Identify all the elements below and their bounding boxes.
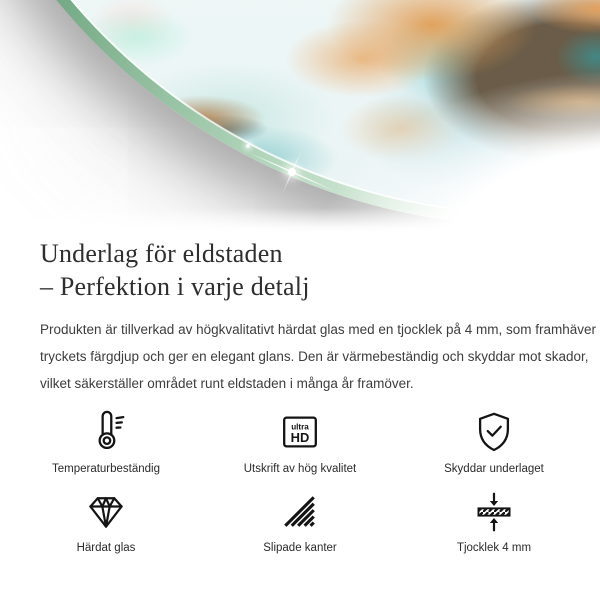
feature-label: Temperaturbeständig [51, 463, 161, 475]
feature-protects-surface [397, 409, 591, 476]
feature-label: Utskrift av hög kvalitet [243, 463, 357, 475]
title-line-1: Underlag för eldstaden [40, 239, 283, 268]
feature-label: Slipade kanter [263, 542, 337, 554]
ultra-hd-icon-text-small: ultra [291, 422, 309, 432]
diamond-icon [84, 490, 128, 534]
feature-temperature [9, 409, 203, 476]
features-grid [9, 409, 591, 555]
description-line: tryckets färgdjup och ger en elegant glans. Den är värmebeständig och skyddar mot skador, [40, 349, 589, 364]
glass-panel-edge [0, 0, 600, 226]
product-description [40, 316, 600, 397]
title-line-2: – Perfektion i varje detalj [40, 272, 310, 301]
hero-image [0, 0, 600, 231]
beveled-edges-icon [278, 490, 322, 534]
glint-dot [246, 144, 250, 148]
description-line: vilket säkerställer området runt eldstaden i många år framöver. [40, 376, 414, 391]
description-line: Produkten är tillverkad av högkvalitativt härdat glas med en tjocklek på 4 mm, som framhäver [40, 322, 596, 337]
ultra-hd-icon [277, 409, 323, 455]
feature-thickness [397, 490, 591, 555]
feature-label: Tjocklek 4 mm [456, 542, 532, 554]
feature-tempered-glass [9, 490, 203, 555]
thickness-icon [472, 490, 516, 534]
feature-label: Härdat glas [76, 542, 136, 554]
thermometer-icon [83, 409, 129, 455]
marble-artwork [0, 0, 600, 215]
page-title [40, 237, 600, 303]
shield-check-icon [471, 409, 517, 455]
ultra-hd-icon-text-large: HD [290, 430, 310, 446]
feature-print-quality [203, 409, 397, 476]
feature-label: Skyddar underlaget [444, 463, 544, 475]
feature-beveled-edges [203, 490, 397, 555]
